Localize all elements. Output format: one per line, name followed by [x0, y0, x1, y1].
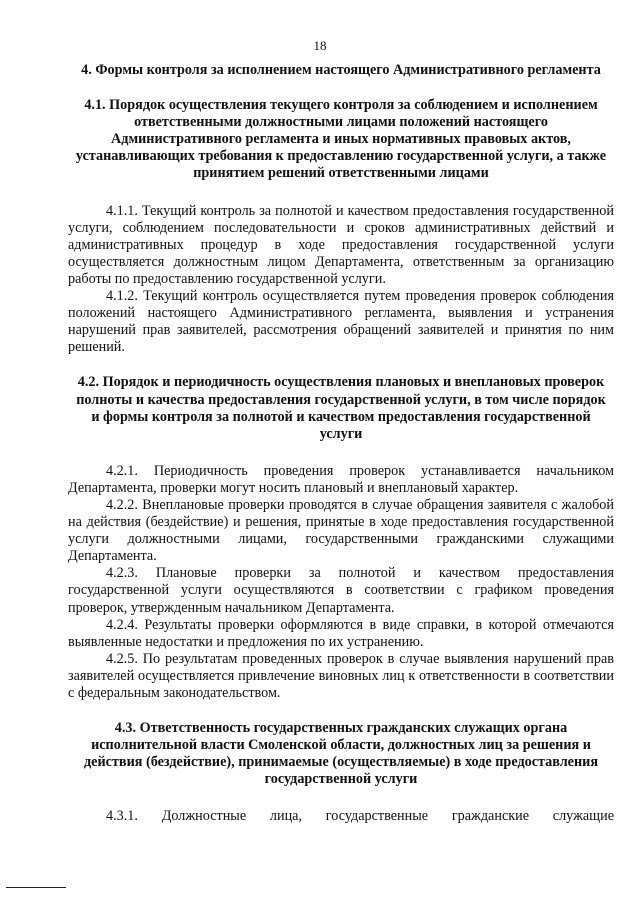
paragraph-4-2-2: 4.2.2. Внеплановые проверки проводятся в случае обращения заявителя с жалобой на действия (бездействие) и решения, принятые в ходе предоставления государственной услуги должностными лицами, государственными гражданскими служащими Департамента.	[68, 496, 614, 565]
paragraph-4-2-1: 4.2.1. Периодичность проведения проверок устанавливается начальником Департамента, проверки могут носить плановый и внеплановый характер.	[68, 462, 614, 496]
document-body	[68, 62, 614, 826]
paragraph-4-3-1: 4.3.1. Должностные лица, государственные гражданские служащие	[106, 808, 614, 825]
subsection-title-4-1: 4.1. Порядок осуществления текущего контроля за соблюдением и исполнением ответственными должностными лицами положений настоящего Административного регламента и иных нормативных правовых актов, устанавливающих требования к предоставлению государственной услуги, а также принятием решений ответственными лицами	[75, 97, 607, 182]
paragraph-4-2-3: 4.2.3. Плановые проверки за полнотой и качеством предоставления государственной услуги осуществляются в соответствии с графиком проведения проверок, утвержденным начальником Департамента.	[68, 565, 614, 616]
footnote-separator	[6, 887, 66, 888]
paragraph-4-2-4: 4.2.4. Результаты проверки оформляются в виде справки, в которой отмечаются выявленные недостатки и предложения по их устранению.	[68, 616, 614, 650]
section-gap	[68, 356, 614, 374]
section-gap	[68, 702, 614, 720]
paragraph-4-1-1: 4.1.1. Текущий контроль за полнотой и качеством предоставления государственной услуги, соблюдением последовательности и сроков административных действий и административных процедур в ходе предоставления государственной услуги осуществляется должностным лицом Департамента, ответственным за организацию работы по предоставлению государственной услуги.	[68, 202, 614, 287]
page-number: 18	[313, 38, 327, 53]
paragraph-4-1-2: 4.1.2. Текущий контроль осуществляется путем проведения проверок соблюдения положений настоящего Административного регламента, выявления и устранения нарушений прав заявителей, рассмотрения обращений заявителей и принятия по ним решений.	[68, 288, 614, 356]
subsection-title-4-2: 4.2. Порядок и периодичность осуществления плановых и внеплановых проверок полноты и качества предоставления государственной услуги, в том числе порядок и формы контроля за полнотой и качеством предоставления государственной услуги	[76, 374, 606, 442]
paragraph-4-2-5: 4.2.5. По результатам проведенных проверок в случае выявления нарушений прав заявителей осуществляется привлечение виновных лиц к ответственности в соответствии с федеральным законодательством.	[68, 650, 614, 701]
subsection-title-4-3: 4.3. Ответственность государственных гражданских служащих органа исполнительной власти Смоленской области, должностных лиц за решения и действия (бездействие), принимаемые (осуществляемые) в ходе предоставления государственной услуги	[84, 720, 598, 788]
section-title: 4. Формы контроля за исполнением настоящего Административного регламента	[81, 62, 601, 78]
